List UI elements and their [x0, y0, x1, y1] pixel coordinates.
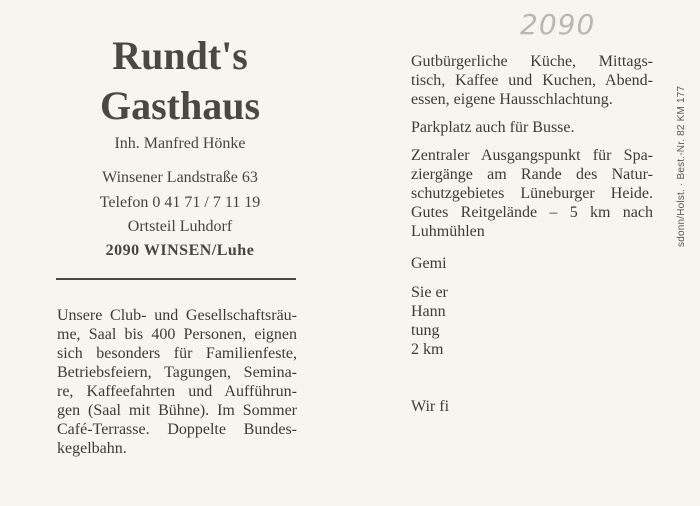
divider-rule [56, 278, 296, 280]
cut-off-fragment: Sie er [411, 284, 448, 301]
district-line: Ortsteil Luhdorf [127, 218, 233, 235]
owner-line: Inh. Manfred Hönke [114, 135, 246, 152]
handwritten-number: 2090 [520, 8, 596, 41]
cut-off-fragment: tung [411, 322, 440, 339]
left-line: gen (Saal mit Bühne). Im Sommer [57, 402, 297, 419]
right-description-location-clip [411, 146, 661, 237]
left-line: re, Kaffeefahrten und Aufführun- [57, 383, 297, 400]
left-line: sich besonders für Familienfeste, [57, 345, 297, 362]
right-description-location [411, 146, 653, 237]
business-name-line2: Gasthaus [99, 83, 261, 128]
right-line: ziergänge am Rande des Natur- [411, 166, 653, 183]
right-description-parking [411, 118, 653, 137]
right-line: essen, eigene Hausschlachtung. [411, 91, 613, 108]
right-line: Parkplatz auch für Busse. [411, 119, 575, 136]
right-line: schutzgebietes Lüneburger Heide. [411, 185, 653, 202]
left-line: me, Saal bis 400 Personen, eignen [57, 326, 297, 343]
left-line: Betriebsfeiern, Tagungen, Semina- [57, 364, 297, 381]
left-line: Café-Terrasse. Doppelte Bundes- [57, 421, 297, 438]
street-address: Winsener Landstraße 63 [102, 169, 258, 186]
cut-off-fragment: Wir fi [411, 398, 450, 415]
right-line: Luhmühlen [411, 223, 485, 237]
printer-side-text: sdonn/Holst. · Best.-Nr. 82 KM 177 [676, 85, 687, 248]
phone-number: Telefon 0 41 71 / 7 11 19 [99, 194, 261, 211]
right-description-food [411, 52, 653, 109]
left-line: Unsere Club- und Gesellschaftsräu- [57, 307, 297, 324]
cut-off-fragment: Hann [411, 303, 446, 320]
cut-off-fragment: 2 km [411, 341, 444, 358]
right-line: Gutes Reitgelände – 5 km nach [411, 204, 653, 221]
city-line: 2090 WINSEN/Luhe [105, 242, 255, 259]
left-description [57, 306, 297, 458]
right-line: Gutbürgerliche Küche, Mittags- [411, 53, 653, 70]
left-line: kegelbahn. [57, 440, 127, 457]
business-name-line1: Rundt's [112, 33, 248, 78]
cut-off-fragment: Gemi [411, 255, 447, 272]
right-line: tisch, Kaffee und Kuchen, Abend- [411, 72, 653, 89]
right-line: Zentraler Ausgangspunkt für Spa- [411, 147, 653, 164]
